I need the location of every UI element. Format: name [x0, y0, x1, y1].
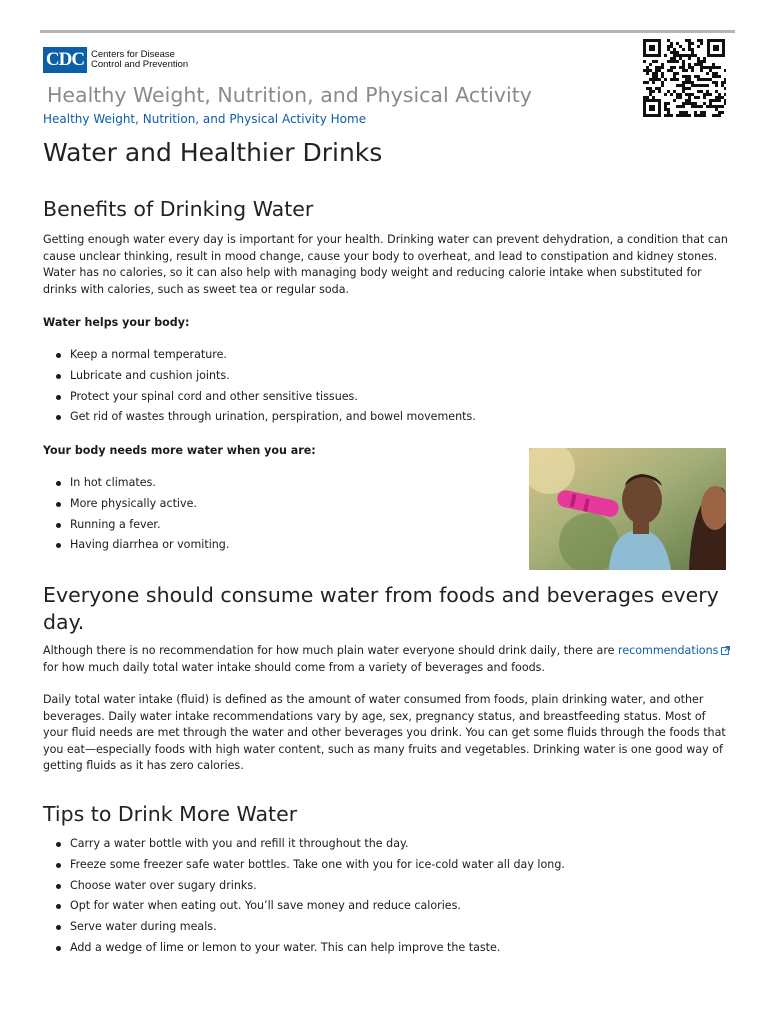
external-link-icon[interactable] [721, 646, 730, 655]
list-item: Keep a normal temperature. [70, 345, 476, 366]
list-item: Carry a water bottle with you and refill it throughout the day. [70, 834, 565, 855]
logo-line-1: Centers for Disease [91, 49, 175, 60]
list-item: Add a wedge of lime or lemon to your water. This can help improve the taste. [70, 938, 565, 959]
top-divider [40, 30, 735, 33]
needs-label: Your body needs more water when you are: [43, 444, 316, 457]
cdc-logo-text [91, 50, 188, 70]
tips-list [70, 834, 565, 959]
helps-list [70, 345, 476, 428]
recommendations-link[interactable]: recommendations [618, 644, 719, 657]
list-item: Serve water during meals. [70, 917, 565, 938]
recommendations-paragraph [43, 643, 733, 676]
logo-line-2: Control and Prevention [91, 59, 189, 70]
list-item: Lubricate and cushion joints. [70, 366, 476, 387]
list-item: Get rid of wastes through urination, perspiration, and bowel movements. [70, 407, 476, 428]
tips-heading: Tips to Drink More Water [43, 802, 298, 826]
list-item: Choose water over sugary drinks. [70, 876, 565, 897]
list-item: Protect your spinal cord and other sensitive tissues. [70, 387, 476, 408]
cdc-logo-badge: CDC [43, 47, 87, 73]
site-title: Healthy Weight, Nutrition, and Physical Activity [47, 83, 532, 107]
list-item: Opt for water when eating out. You’ll save money and reduce calories. [70, 896, 565, 917]
needs-list [70, 473, 229, 556]
qr-code-icon [642, 38, 726, 118]
list-item: Freeze some freezer safe water bottles. Take one with you for ice-cold water all day long. [70, 855, 565, 876]
benefits-heading: Benefits of Drinking Water [43, 197, 314, 221]
list-item: Running a fever. [70, 515, 229, 536]
list-item: Having diarrhea or vomiting. [70, 535, 229, 556]
list-item: More physically active. [70, 494, 229, 515]
helps-label: Water helps your body: [43, 316, 190, 329]
home-link[interactable]: Healthy Weight, Nutrition, and Physical Activity Home [43, 112, 367, 126]
cdc-logo[interactable] [43, 47, 188, 73]
everyone-heading: Everyone should consume water from foods and beverages every day. [43, 583, 719, 634]
page-title: Water and Healthier Drinks [43, 138, 383, 167]
recommendations-text-after: for how much daily total water intake should come from a variety of beverages and foods. [43, 660, 545, 674]
fluid-intake-paragraph: Daily total water intake (fluid) is defined as the amount of water consumed from foods, plain drinking water, and other beverages. Daily water intake recommendations vary by age, sex, pregnancy status, and breastfeeding status. Most of your fluid needs are met through the water and other beverages you drink. You can get some fluids through the foods that you eat—especially foods with high water content, such as many fruits and vegetables. Drinking water is one good way of getting fluids as it has zero calories. [43, 693, 726, 773]
list-item: In hot climates. [70, 473, 229, 494]
benefits-paragraph: Getting enough water every day is important for your health. Drinking water can prevent dehydration, a condition that can cause unclear thinking, result in mood change, cause your body to overheat, and lead to constipation and kidney stones. Water has no calories, so it can also help with managing body weight and reducing calorie intake when substituted for drinks with calories, such as sweet tea or regular soda. [43, 233, 728, 296]
women-drinking-water-photo [529, 448, 726, 570]
recommendations-text-before: Although there is no recommendation for how much plain water everyone should drink daily, there are [43, 644, 619, 657]
